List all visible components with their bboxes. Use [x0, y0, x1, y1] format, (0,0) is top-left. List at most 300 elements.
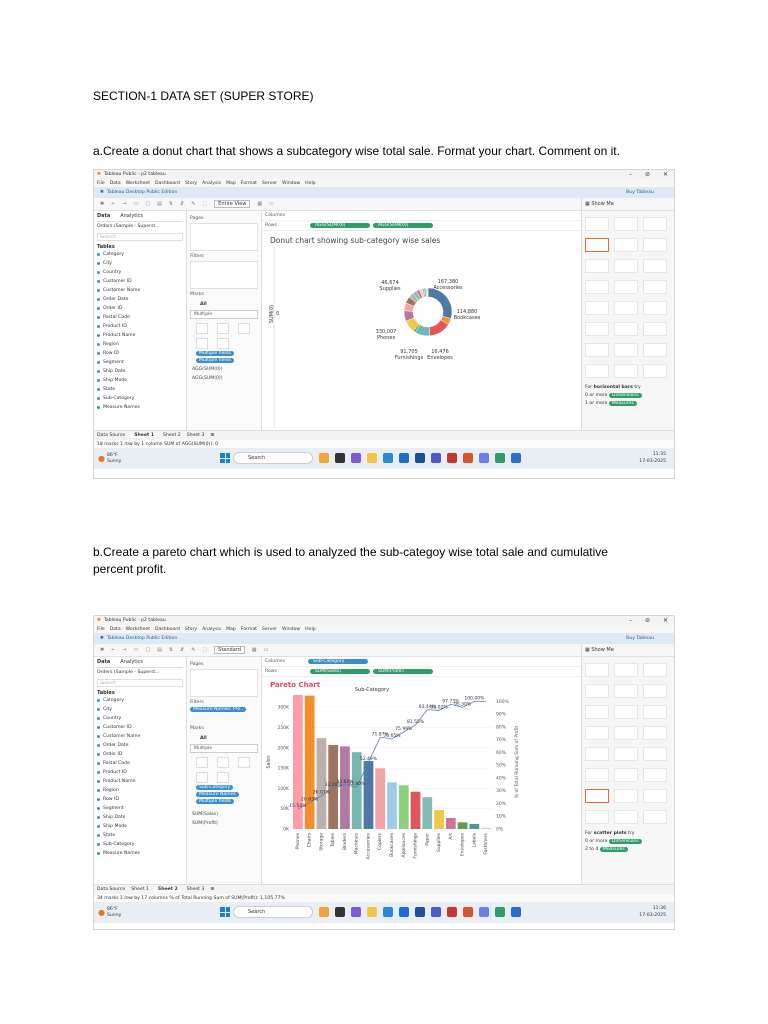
bar — [422, 797, 432, 829]
highlight-icon[interactable]: ✎ — [191, 647, 196, 653]
datasource-name[interactable]: Orders (Sample - Superst... — [97, 670, 160, 675]
show-me-hint: For horizontal bars try 0 or more Dimensions 1 or more Measures — [585, 385, 641, 406]
columns-shelf[interactable] — [262, 657, 581, 667]
tab-sheet[interactable]: Sheet 2 — [163, 433, 181, 438]
x-tick-label: Labels — [472, 833, 478, 848]
x-tick-label: Furnishings — [413, 833, 419, 859]
edition-label: Tableau Desktop Public Edition — [106, 636, 178, 641]
chart-type-button[interactable] — [614, 343, 638, 357]
window-title: Tableau Public - p2 tableau — [103, 618, 166, 623]
chart-type-button[interactable] — [643, 810, 667, 824]
field-item[interactable]: Postal Code — [97, 313, 183, 322]
field-item[interactable]: Region — [97, 340, 183, 349]
chart-type-button[interactable] — [585, 705, 609, 719]
chart-type-button[interactable] — [643, 663, 667, 677]
chart-type-button[interactable] — [585, 301, 609, 315]
toolbar — [94, 644, 674, 657]
field-item[interactable]: Segment — [97, 358, 183, 367]
menu-item[interactable]: Worksheet — [125, 180, 151, 186]
chart-type-button[interactable] — [614, 768, 638, 782]
menu-item[interactable]: Window — [282, 626, 301, 632]
chart-type-button[interactable] — [643, 726, 667, 740]
tab-data-source[interactable]: Data Source — [97, 887, 126, 892]
clock[interactable]: 11:35 17-03-2025 — [639, 452, 666, 464]
taskbar-app-icon[interactable] — [351, 453, 361, 463]
tab-sheet[interactable]: Sheet 1 — [131, 887, 149, 892]
menu-item[interactable]: Dashboard — [155, 626, 180, 632]
chart-type-button[interactable] — [614, 322, 638, 336]
bar — [364, 761, 374, 829]
label-button[interactable] — [238, 757, 250, 768]
chart-type-button[interactable] — [585, 217, 609, 231]
taskbar-app-icon[interactable] — [495, 907, 505, 917]
taskbar-app-icon[interactable] — [367, 453, 377, 463]
rows-pill[interactable]: SUM(Profit) — [373, 669, 433, 674]
chart-type-button[interactable] — [585, 259, 609, 273]
start-icon[interactable] — [220, 453, 230, 463]
donut-category-label: Envelopes — [427, 355, 453, 361]
menu-item[interactable]: Map — [226, 626, 236, 632]
tab-sheet[interactable]: Sheet 1 — [131, 433, 157, 438]
menu-item[interactable]: Map — [226, 180, 236, 186]
field-item[interactable]: Customer Name — [97, 732, 183, 741]
back-icon[interactable]: ← — [111, 647, 116, 653]
menu-item[interactable]: Data — [109, 626, 121, 632]
size-button[interactable] — [217, 323, 229, 334]
field-item[interactable]: Category — [97, 696, 183, 705]
marks-pill[interactable]: Sub-Category — [196, 785, 233, 790]
menu-item[interactable]: Server — [261, 626, 278, 632]
taskbar-app-icon[interactable] — [351, 907, 361, 917]
view-title: Donut chart showing sub-category wise sales — [270, 236, 441, 245]
weather-text[interactable]: 86°F Sunny — [106, 906, 122, 918]
sort-icon[interactable]: ⇵ — [180, 201, 185, 207]
datasource-icon[interactable]: ▭ — [133, 201, 139, 207]
y2-tick-label: 70% — [496, 738, 507, 744]
fit-dropdown[interactable]: Entire View — [214, 200, 250, 208]
cards-pane — [187, 657, 262, 884]
show-me-pane — [581, 211, 674, 430]
menu-item[interactable]: Story — [184, 180, 198, 186]
rows-shelf[interactable] — [262, 667, 581, 677]
tab-sheet[interactable]: Sheet 3 — [186, 887, 205, 892]
tooltip-button[interactable] — [217, 338, 229, 349]
menu-item[interactable]: Window — [282, 180, 301, 186]
edition-bar — [94, 633, 674, 644]
y2-tick-label: 10% — [496, 814, 507, 820]
donut-category-label: Bookcases — [453, 315, 481, 321]
forward-icon[interactable]: → — [122, 647, 127, 653]
taskbar-app-icon[interactable] — [447, 907, 457, 917]
columns-shelf[interactable] — [262, 211, 581, 221]
field-list — [97, 696, 183, 858]
taskbar-app-icon[interactable] — [431, 907, 441, 917]
chart-type-button[interactable] — [585, 768, 609, 782]
chart-type-button[interactable] — [614, 747, 638, 761]
marks-all[interactable]: All — [200, 302, 207, 307]
chart-type-button[interactable] — [614, 663, 638, 677]
group-icon[interactable]: ⬚ — [202, 201, 208, 207]
field-item[interactable]: Country — [97, 714, 183, 723]
chart-icon[interactable]: ▦ — [257, 201, 263, 207]
window-controls[interactable] — [629, 617, 674, 624]
donut-category-label: Accessories — [433, 285, 463, 291]
pages-shelf[interactable] — [190, 669, 258, 697]
chart-type-button[interactable] — [585, 789, 609, 803]
taskbar-app-icon[interactable] — [335, 453, 345, 463]
taskbar-search[interactable]: Search — [233, 452, 313, 464]
marks-pill[interactable]: Multiple fields — [196, 351, 234, 356]
field-item[interactable]: Product ID — [97, 768, 183, 777]
windows-taskbar — [94, 448, 674, 469]
field-item[interactable]: Customer Name — [97, 286, 183, 295]
field-item[interactable]: Ship Date — [97, 367, 183, 376]
field-item[interactable]: Segment — [97, 804, 183, 813]
chart-type-button[interactable] — [585, 810, 609, 824]
menu-item[interactable]: File — [97, 180, 105, 186]
chart-type-button[interactable] — [585, 238, 609, 252]
field-item[interactable]: Order Date — [97, 295, 183, 304]
show-me-button[interactable]: ▦ Show Me — [581, 198, 674, 210]
field-item[interactable]: Ship Date — [97, 813, 183, 822]
taskbar-app-icon[interactable] — [431, 453, 441, 463]
field-item[interactable]: Region — [97, 786, 183, 795]
show-me-button[interactable]: ▦ Show Me — [581, 644, 674, 656]
save-icon[interactable]: ▢ — [145, 647, 151, 653]
field-item[interactable]: Sub-Category — [97, 394, 183, 403]
chart-type-button[interactable] — [643, 747, 667, 761]
taskbar-app-icon[interactable] — [463, 907, 473, 917]
taskbar-app-icon[interactable] — [479, 907, 489, 917]
field-search-input[interactable]: Search — [97, 679, 183, 687]
field-item[interactable]: Row ID — [97, 349, 183, 358]
highlight-icon[interactable]: ✎ — [191, 201, 196, 207]
tooltip-button[interactable] — [217, 772, 229, 783]
color-button[interactable] — [196, 757, 208, 768]
chart-type-button[interactable] — [585, 322, 609, 336]
chart-type-button[interactable] — [614, 705, 638, 719]
marks-label: Marks — [190, 726, 204, 731]
x-tick-label: Bookcases — [390, 833, 395, 857]
rows-pill[interactable]: SUM(Sales) — [310, 669, 370, 674]
restore-icon: ⊘ — [644, 171, 650, 178]
chart-type-button[interactable] — [614, 301, 638, 315]
chart-type-button[interactable] — [614, 789, 638, 803]
menu-item[interactable]: Dashboard — [155, 180, 180, 186]
line-data-label: 26.07% — [312, 790, 330, 796]
donut-category-label: Furnishings — [394, 355, 424, 361]
bar — [411, 792, 421, 829]
y2-tick-label: 80% — [496, 725, 507, 731]
new-sheet-tab-icon[interactable]: ⊞ — [210, 887, 215, 892]
field-item[interactable]: City — [97, 705, 183, 714]
chart-type-button[interactable] — [585, 684, 609, 698]
taskbar-app-icon[interactable] — [511, 453, 521, 463]
taskbar-app-icon[interactable] — [399, 907, 409, 917]
field-item[interactable]: Product Name — [97, 777, 183, 786]
measure-card[interactable]: AGG(SUM(0)) — [192, 376, 223, 381]
menu-bar — [94, 625, 674, 633]
field-item[interactable]: State — [97, 831, 183, 840]
tab-analytics[interactable]: Analytics — [120, 213, 144, 219]
menu-item[interactable]: File — [97, 626, 105, 632]
filter-pill[interactable]: Measure Names: Pro.. — [190, 707, 246, 712]
chart-type-button[interactable] — [643, 280, 667, 294]
detail-button[interactable] — [196, 772, 208, 783]
chart-type-button[interactable] — [614, 238, 638, 252]
field-item[interactable]: State — [97, 385, 183, 394]
rows-shelf[interactable] — [262, 221, 581, 231]
sheet-tabs — [94, 884, 674, 894]
y2-tick-label: 50% — [496, 763, 507, 769]
chart-type-button[interactable] — [614, 217, 638, 231]
toolbar — [94, 198, 674, 211]
taskbar-app-icon[interactable] — [319, 907, 329, 917]
rows-pill[interactable]: AGG(SUM(0)) — [373, 223, 433, 228]
bar — [446, 818, 456, 829]
field-search-input[interactable]: Search — [97, 233, 183, 241]
menu-item[interactable]: Format — [240, 180, 257, 186]
chart-type-button[interactable] — [585, 747, 609, 761]
new-sheet-icon[interactable]: ▤ — [157, 201, 162, 207]
mark-type-select[interactable]: Multiple — [190, 744, 258, 753]
tableau-logo-icon: ✱ — [97, 618, 101, 623]
tab-analytics[interactable]: Analytics — [120, 659, 144, 665]
chart-type-button[interactable] — [643, 259, 667, 273]
bar — [481, 828, 491, 829]
measure-card[interactable]: AGG(SUM(0)) — [192, 367, 223, 372]
menu-item[interactable]: Format — [240, 626, 257, 632]
line-data-label: 52.49% — [359, 757, 378, 763]
menu-item[interactable]: Analysis — [202, 180, 222, 186]
chart-type-button[interactable] — [585, 726, 609, 740]
line-data-label: 32.26% — [324, 782, 342, 788]
x-tick-label: Binders — [342, 833, 348, 851]
clock[interactable]: 11:36 17-03-2025 — [639, 906, 666, 918]
taskbar-app-icon[interactable] — [335, 907, 345, 917]
taskbar-app-icon[interactable] — [463, 453, 473, 463]
measure-card[interactable]: SUM(Sales) — [192, 812, 219, 817]
chart-type-button[interactable] — [614, 259, 638, 273]
line-data-label: 70.65% — [383, 733, 401, 739]
line-data-label: 75.99% — [395, 727, 413, 733]
chart-type-button[interactable] — [643, 789, 667, 803]
menu-item[interactable]: Analysis — [202, 626, 222, 632]
pages-shelf[interactable] — [190, 223, 258, 251]
menu-item[interactable]: Data — [109, 180, 121, 186]
color-button[interactable] — [196, 323, 208, 334]
field-item[interactable]: Ship Mode — [97, 822, 183, 831]
chart-type-button[interactable] — [614, 364, 638, 378]
x-tick-label: Tables — [331, 833, 337, 847]
tab-data-source[interactable]: Data Source — [97, 433, 126, 438]
marks-all[interactable]: All — [200, 736, 207, 741]
present-icon[interactable]: ▭ — [263, 647, 269, 653]
view-title: Pareto Chart — [270, 681, 321, 689]
menu-item[interactable]: Help — [305, 180, 316, 186]
field-item[interactable]: Order Date — [97, 741, 183, 750]
size-button[interactable] — [217, 757, 229, 768]
sheet-tabs — [94, 430, 674, 440]
chart-type-button[interactable] — [643, 364, 667, 378]
field-item[interactable]: Order ID — [97, 750, 183, 759]
chart-type-button[interactable] — [585, 663, 609, 677]
show-me-label: Show Me — [591, 201, 614, 207]
mark-type-select[interactable]: Multiple — [190, 310, 258, 319]
field-item[interactable]: Ship Mode — [97, 376, 183, 385]
swap-icon[interactable]: ⇅ — [168, 647, 174, 653]
field-item[interactable]: Category — [97, 250, 183, 259]
window-title: Tableau Public - p2 tableau — [103, 172, 166, 177]
chart-type-button[interactable] — [614, 726, 638, 740]
field-item[interactable]: Customer ID — [97, 277, 183, 286]
marks-pill[interactable]: Measure Names — [196, 792, 239, 797]
tableau-icon[interactable]: ✱ — [100, 201, 105, 207]
marks-pill[interactable]: Multiple fields — [196, 358, 234, 363]
sort-icon[interactable]: ⇵ — [180, 647, 185, 653]
chart-type-button[interactable] — [643, 768, 667, 782]
x-tick-label: Storage — [319, 833, 325, 851]
measure-card[interactable]: SUM(Profit) — [192, 821, 218, 826]
taskbar-search[interactable]: Search — [233, 906, 313, 918]
field-item[interactable]: Measure Names — [97, 849, 183, 858]
save-icon[interactable]: ▢ — [145, 201, 151, 207]
show-me-label: Show Me — [591, 647, 614, 653]
group-icon[interactable]: ⬚ — [202, 647, 208, 653]
x-tick-label: Fasteners — [484, 833, 490, 855]
chart-type-button[interactable] — [585, 364, 609, 378]
chart-icon[interactable]: ▦ — [251, 647, 257, 653]
taskbar-app-icon[interactable] — [479, 453, 489, 463]
field-item[interactable]: Sub-Category — [97, 840, 183, 849]
field-list — [97, 250, 183, 412]
taskbar-app-icon[interactable] — [399, 453, 409, 463]
tab-data[interactable]: Data — [97, 659, 111, 665]
pages-label: Pages — [190, 216, 204, 221]
chart-type-button[interactable] — [585, 343, 609, 357]
taskbar-app-icon[interactable] — [319, 453, 329, 463]
weather-text[interactable]: 86°F Sunny — [106, 452, 122, 464]
back-icon[interactable]: ← — [111, 201, 116, 207]
y-axis-label: Sales — [266, 755, 272, 769]
swap-icon[interactable]: ⇅ — [168, 201, 174, 207]
y-tick-label: 200K — [277, 746, 289, 752]
chart-type-button[interactable] — [614, 684, 638, 698]
show-me-hint: For scatter plots try 0 or more Dimensions 2 to 4 Measures — [585, 830, 671, 854]
section-title: SECTION-1 DATA SET (SUPER STORE) — [93, 89, 314, 103]
forward-icon[interactable]: → — [122, 201, 127, 207]
close-icon: ✕ — [662, 617, 668, 624]
line-data-label: 15.54% — [289, 804, 307, 810]
field-item[interactable]: Measure Names — [97, 403, 183, 412]
menu-item[interactable]: Server — [261, 180, 278, 186]
tab-sheet[interactable]: Sheet 3 — [186, 433, 205, 438]
y-tick-label: 300K — [277, 705, 289, 711]
screenshot-pareto — [93, 615, 675, 930]
buy-tableau-link[interactable]: Buy Tableau — [626, 190, 654, 195]
x-tick-label: Envelopes — [460, 833, 466, 857]
taskbar-app-icon[interactable] — [383, 907, 393, 917]
field-item[interactable]: Postal Code — [97, 759, 183, 768]
view-pane — [262, 657, 581, 884]
line-data-label: 93.44% — [418, 704, 436, 710]
taskbar-app-icon[interactable] — [511, 907, 521, 917]
label-button[interactable] — [238, 323, 250, 334]
line-data-label: 95.30% — [454, 702, 472, 708]
filters-label: Filters — [190, 254, 204, 259]
chart-type-button[interactable] — [643, 301, 667, 315]
field-item[interactable]: City — [97, 259, 183, 268]
y2-tick-label: 30% — [496, 789, 507, 795]
window-controls[interactable] — [629, 171, 674, 178]
buy-tableau-link[interactable]: Buy Tableau — [626, 636, 654, 641]
taskbar-app-icon[interactable] — [415, 453, 425, 463]
cards-pane — [187, 211, 262, 430]
detail-button[interactable] — [196, 338, 208, 349]
taskbar-app-icon[interactable] — [447, 453, 457, 463]
chart-type-button[interactable] — [643, 705, 667, 719]
tableau-logo-icon: ✱ — [97, 172, 101, 177]
rows-pill[interactable]: AGG(SUM(0)) — [310, 223, 370, 228]
present-icon[interactable]: ▭ — [269, 201, 274, 207]
datasource-icon[interactable]: ▭ — [133, 647, 139, 653]
tab-sheet[interactable]: Sheet 2 — [155, 887, 181, 892]
menu-item[interactable]: Worksheet — [125, 626, 151, 632]
new-sheet-icon[interactable]: ▤ — [157, 647, 162, 653]
fit-dropdown[interactable]: Standard — [214, 646, 245, 654]
status-bar: 34 marks 1 row by 17 columns % of Total Running Sum of SUM(Profit): 1,105.77% — [94, 894, 674, 902]
new-sheet-tab-icon[interactable]: ⊞ — [210, 433, 215, 438]
menu-item[interactable]: Story — [184, 626, 198, 632]
field-item[interactable]: Product Name — [97, 331, 183, 340]
donut-value-label: 46,674 — [381, 280, 399, 286]
chart-type-button[interactable] — [643, 217, 667, 231]
x-tick-label: Appliances — [401, 833, 407, 858]
field-item[interactable]: Order ID — [97, 304, 183, 313]
tab-data[interactable]: Data — [97, 213, 111, 219]
chart-type-button[interactable] — [585, 280, 609, 294]
chart-type-button[interactable] — [643, 343, 667, 357]
taskbar-app-icon[interactable] — [495, 453, 505, 463]
menu-bar — [94, 179, 674, 187]
chart-type-button[interactable] — [614, 280, 638, 294]
bar — [469, 824, 479, 829]
y2-axis-label: % of Total Running Sum of Profit — [515, 725, 520, 799]
marks-buttons — [190, 323, 258, 334]
x-tick-label: Accessories — [366, 833, 372, 860]
columns-pill[interactable]: Sub-Category — [308, 659, 368, 664]
start-icon[interactable] — [220, 907, 230, 917]
field-item[interactable]: Product ID — [97, 322, 183, 331]
data-pane — [94, 211, 187, 430]
taskbar-app-icon[interactable] — [367, 907, 377, 917]
taskbar-app-icon[interactable] — [383, 453, 393, 463]
datasource-name[interactable]: Orders (Sample - Superst... — [97, 224, 160, 229]
filters-shelf[interactable] — [190, 261, 258, 289]
field-item[interactable]: Customer ID — [97, 723, 183, 732]
chart-type-button[interactable] — [643, 684, 667, 698]
chart-type-button[interactable] — [614, 810, 638, 824]
donut-slice — [427, 288, 428, 297]
chart-type-button[interactable] — [643, 322, 667, 336]
field-item[interactable]: Row ID — [97, 795, 183, 804]
marks-pill[interactable]: Multiple fields — [196, 799, 234, 804]
chart-type-button[interactable] — [643, 238, 667, 252]
menu-item[interactable]: Help — [305, 626, 316, 632]
tableau-icon[interactable]: ✱ — [100, 647, 105, 653]
field-item[interactable]: Country — [97, 268, 183, 277]
taskbar-app-icon[interactable] — [415, 907, 425, 917]
